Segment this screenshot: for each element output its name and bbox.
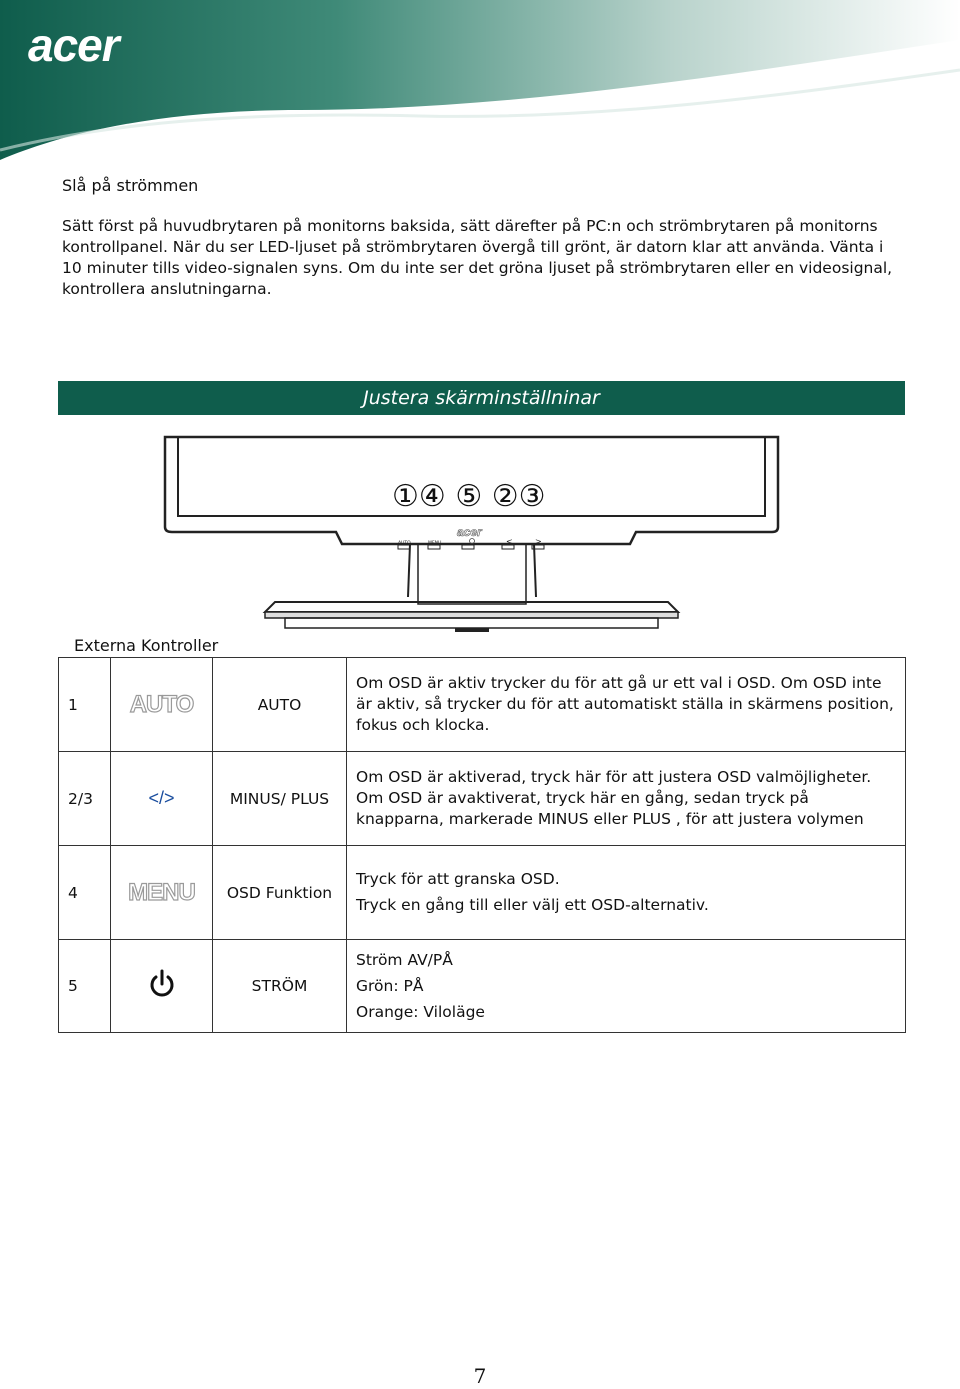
desc-end: , för att justera volymen — [670, 810, 864, 828]
bezel-brand: acer — [457, 525, 482, 539]
row-number: 5 — [59, 940, 111, 1033]
control-description — [347, 846, 906, 940]
auto-icon-text: AUTO — [129, 690, 194, 718]
stand-base-bottom — [285, 618, 658, 628]
auto-icon — [111, 658, 213, 752]
desc-line: Grön: PÅ — [356, 976, 424, 995]
menu-icon — [111, 846, 213, 940]
bezel-left-arrow: < — [506, 537, 513, 546]
header-band — [0, 0, 960, 160]
row-number: 1 — [59, 658, 111, 752]
control-description — [347, 940, 906, 1033]
desc-text: Om OSD är aktiverad, tryck här för att justera OSD valmöjligheter. Om OSD är avaktiverat, tryck här en gång, sedan tryck på knapparna, markerade — [356, 768, 872, 828]
stand-base-foot — [455, 628, 489, 632]
page-number: 7 — [473, 1364, 487, 1388]
table-row — [59, 846, 906, 940]
desc-line: Ström AV/PÅ — [356, 950, 453, 969]
section-title-power: Slå på strömmen — [62, 176, 199, 195]
power-icon — [111, 940, 213, 1033]
table-row — [59, 752, 906, 846]
monitor-front-diagram — [160, 432, 784, 644]
banner-title: Justera skärminställninar — [363, 387, 600, 409]
desc-plus: PLUS — [632, 810, 671, 828]
row-number: 2/3 — [59, 752, 111, 846]
page-header — [0, 0, 960, 160]
control-description: Om OSD är aktiv trycker du för att gå ur ett val i OSD. Om OSD inte är aktiv, så trycker du för att automatiskt ställa in skärmens position, fokus och klocka. — [347, 658, 906, 752]
controls-table — [58, 657, 906, 1033]
minus-plus-icon — [111, 752, 213, 846]
control-name: MINUS/ PLUS — [213, 752, 347, 846]
bezel-menu-label: MENU — [428, 541, 442, 546]
table-row — [59, 658, 906, 752]
control-name: OSD Funktion — [213, 846, 347, 940]
power-button — [462, 545, 474, 549]
button-callout-numbers: ①④ ⑤ ②③ — [392, 479, 546, 514]
bezel-auto-label: AUTO — [398, 541, 411, 546]
desc-line: Tryck för att granska OSD. — [356, 870, 560, 888]
desc-minus: MINUS — [537, 810, 589, 828]
stand-base-edge — [265, 612, 678, 618]
row-number: 4 — [59, 846, 111, 940]
table-row — [59, 940, 906, 1033]
desc-line: Orange: Viloläge — [356, 1002, 485, 1021]
controls-title: Externa Kontroller — [74, 636, 219, 655]
bezel-right-arrow: > — [535, 537, 542, 546]
desc-line: Tryck en gång till eller välj ett OSD-alternativ. — [356, 896, 709, 914]
power-icon-glyph — [148, 969, 176, 999]
control-name: AUTO — [213, 658, 347, 752]
desc-or: eller — [588, 810, 633, 828]
power-instructions: Sätt först på huvudbrytaren på monitorns baksida, sätt därefter på PC:n och strömbrytaren på monitorns kontrollpanel. När du ser LED-ljuset på strömbrytaren övergå till grönt, är datorn klar att använda. Vänta i 10 minuter tills video-signalen syns. Om du inte ser det gröna ljuset på strömbrytaren eller en videosignal, kontrollera anslutningarna. — [62, 217, 893, 298]
stand-neck-inner — [418, 544, 526, 604]
control-description — [347, 752, 906, 846]
control-name: STRÖM — [213, 940, 347, 1033]
minus-plus-icon-text: </> — [148, 788, 175, 808]
stand-neck — [408, 544, 536, 597]
section-banner — [58, 381, 905, 415]
acer-logo: acer — [28, 19, 119, 71]
menu-icon-text: MENU — [128, 878, 195, 906]
